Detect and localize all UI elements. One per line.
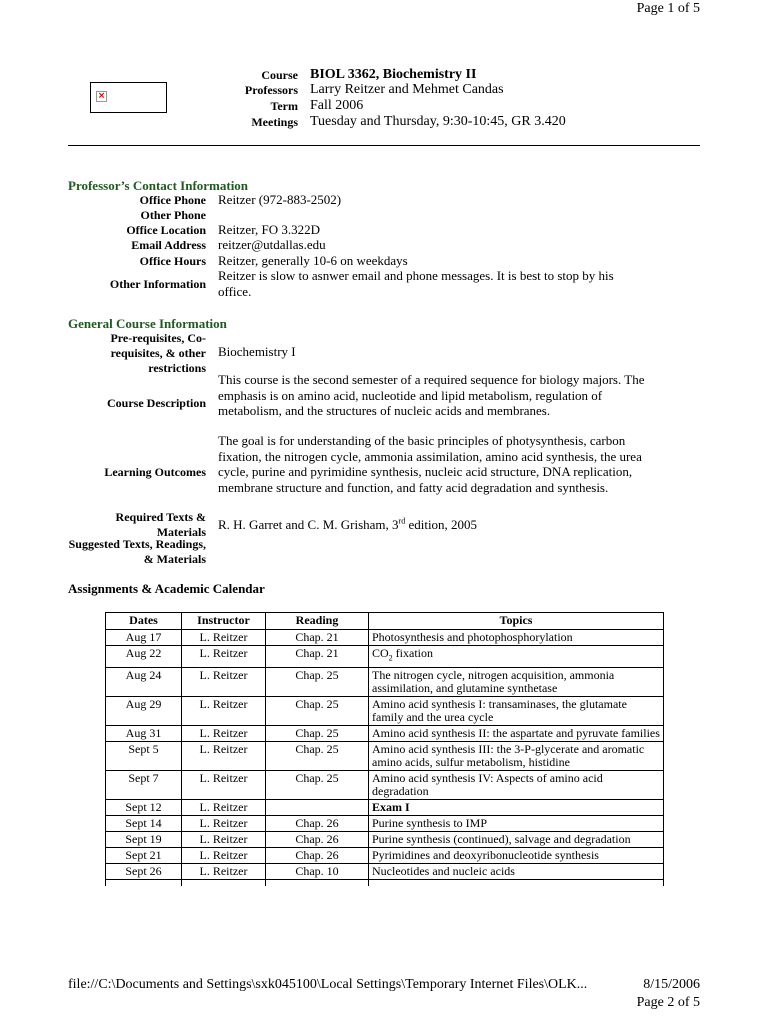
table-row bbox=[106, 800, 664, 816]
topics-header: Topics bbox=[369, 613, 664, 630]
office-hours-label: Office Hours bbox=[139, 254, 206, 268]
row-topic: Amino acid synthesis III: the 3-P-glycerate and aromatic amino acids, sulfur metabolism, histidine bbox=[369, 742, 664, 771]
row-instructor: L. Reitzer bbox=[182, 646, 266, 668]
row-instructor: L. Reitzer bbox=[182, 630, 266, 646]
row-reading: Chap. 21 bbox=[266, 630, 369, 646]
suggested-texts-label: Suggested Texts, Readings, & Materials bbox=[68, 537, 206, 566]
email-address-value: reitzer@utdallas.edu bbox=[218, 237, 326, 252]
row-date: Sept 5 bbox=[106, 742, 182, 771]
footer bbox=[68, 976, 700, 994]
table-row bbox=[106, 668, 664, 697]
row-topic: Purine synthesis (continued), salvage and degradation bbox=[369, 832, 664, 848]
broken-image-icon: × bbox=[97, 91, 106, 101]
table-row bbox=[106, 726, 664, 742]
row-reading: Chap. 25 bbox=[266, 771, 369, 800]
row-date: Sept 12 bbox=[106, 800, 182, 816]
meetings-value: Tuesday and Thursday, 9:30-10:45, GR 3.420 bbox=[310, 114, 566, 129]
footer-file-path: file://C:\Documents and Settings\sxk045100\Local Settings\Temporary Internet Files\OLK... bbox=[68, 977, 588, 992]
row-reading: Chap. 21 bbox=[266, 646, 369, 668]
row-instructor: L. Reitzer bbox=[182, 800, 266, 816]
table-row bbox=[106, 832, 664, 848]
row-instructor: L. Reitzer bbox=[182, 848, 266, 864]
row-topic: Nucleotides and nucleic acids bbox=[369, 864, 664, 880]
row-reading: Chap. 25 bbox=[266, 697, 369, 726]
general-section-title: General Course Information bbox=[68, 316, 227, 331]
row-topic: Amino acid synthesis IV: Aspects of amino acid degradation bbox=[369, 771, 664, 800]
row-topic: Photosynthesis and photophosphorylation bbox=[369, 630, 664, 646]
required-texts-value: R. H. Garret and C. M. Grisham, 3rd edition, 2005 bbox=[218, 516, 478, 532]
prerequisites-label: Pre-requisites, Co-requisites, & other restrictions bbox=[110, 331, 206, 375]
learning-outcomes-value: The goal is for understanding of the basic principles of photysynthesis, carbon fixation, the nitrogen cycle, ammonia assimilation, amino acid synthesis, the urea cycle, purine and pyrimidine synthesis, nucleic acid structure, DNA replication, membrane structure and function, and fatty acid degradation and synthesis. bbox=[218, 433, 642, 495]
header-divider bbox=[68, 145, 700, 146]
table-row bbox=[106, 771, 664, 800]
reading-header: Reading bbox=[266, 613, 369, 630]
term-value: Fall 2006 bbox=[310, 98, 364, 113]
required-texts-label: Required Texts & Materials bbox=[115, 510, 206, 539]
row-topic: Amino acid synthesis I: transaminases, the glutamate family and the urea cycle bbox=[369, 697, 664, 726]
row-date: Sept 21 bbox=[106, 848, 182, 864]
table-row bbox=[106, 646, 664, 668]
other-information-value: Reitzer is slow to asnwer email and phone messages. It is best to stop by his office. bbox=[218, 268, 614, 299]
table-row bbox=[106, 697, 664, 726]
row-topic: Amino acid synthesis II: the aspartate and pyruvate families bbox=[369, 726, 664, 742]
row-date: Sept 7 bbox=[106, 771, 182, 800]
row-reading: Chap. 10 bbox=[266, 864, 369, 880]
table-row bbox=[106, 630, 664, 646]
meetings-label: Meetings bbox=[251, 115, 298, 129]
office-location-value: Reitzer, FO 3.322D bbox=[218, 222, 321, 237]
other-phone-label: Other Phone bbox=[140, 208, 206, 222]
prerequisites-value: Biochemistry I bbox=[218, 344, 296, 359]
table-header-row bbox=[106, 613, 664, 630]
row-topic: Purine synthesis to IMP bbox=[369, 816, 664, 832]
row-instructor: L. Reitzer bbox=[182, 668, 266, 697]
row-date: Sept 19 bbox=[106, 832, 182, 848]
row-reading: Chap. 26 bbox=[266, 816, 369, 832]
row-instructor: L. Reitzer bbox=[182, 816, 266, 832]
row-reading: Chap. 26 bbox=[266, 848, 369, 864]
professors-value: Larry Reitzer and Mehmet Candas bbox=[310, 82, 504, 97]
row-topic: $CO_2$ fixation bbox=[369, 646, 664, 668]
row-instructor: L. Reitzer bbox=[182, 864, 266, 880]
table-row bbox=[106, 848, 664, 864]
contact-section-title: Professor’s Contact Information bbox=[68, 178, 249, 193]
other-information-label: Other Information bbox=[109, 277, 206, 291]
row-topic: Exam I bbox=[369, 800, 664, 816]
office-phone-value: Reitzer (972-883-2502) bbox=[218, 192, 342, 207]
row-date: Aug 31 bbox=[106, 726, 182, 742]
row-reading: Chap. 25 bbox=[266, 668, 369, 697]
row-reading: Chap. 26 bbox=[266, 832, 369, 848]
office-phone-label: Office Phone bbox=[139, 193, 206, 207]
row-topic: Pyrimidines and deoxyribonucleotide synthesis bbox=[369, 848, 664, 864]
learning-outcomes-label: Learning Outcomes bbox=[104, 465, 206, 479]
professors-label: Professors bbox=[244, 83, 298, 97]
table-row bbox=[106, 742, 664, 771]
table-row bbox=[106, 816, 664, 832]
row-instructor: L. Reitzer bbox=[182, 832, 266, 848]
course-value: BIOL 3362, Biochemistry II bbox=[310, 67, 477, 82]
course-description-label: Course Description bbox=[107, 396, 206, 410]
row-date: Sept 14 bbox=[106, 816, 182, 832]
email-address-label: Email Address bbox=[131, 238, 206, 252]
footer-date: 8/15/2006 bbox=[643, 977, 700, 992]
course-description-value: This course is the second semester of a required sequence for biology majors. The emphasis is on amino acid, nucleotide and lipid metabolism, regulation of metabolism, and the structures of nucleic acids and membranes. bbox=[218, 372, 645, 418]
assignments-title: Assignments & Academic Calendar bbox=[68, 581, 265, 596]
row-reading bbox=[266, 800, 369, 816]
instructor-header: Instructor bbox=[182, 613, 266, 630]
row-instructor: L. Reitzer bbox=[182, 771, 266, 800]
row-date: Aug 22 bbox=[106, 646, 182, 668]
row-instructor: L. Reitzer bbox=[182, 726, 266, 742]
broken-logo-image bbox=[90, 82, 167, 113]
row-date: Sept 26 bbox=[106, 864, 182, 880]
row-instructor: L. Reitzer bbox=[182, 697, 266, 726]
page-number-top: Page 1 of 5 bbox=[636, 1, 700, 16]
row-reading: Chap. 25 bbox=[266, 726, 369, 742]
row-date: Aug 29 bbox=[106, 697, 182, 726]
row-topic: The nitrogen cycle, nitrogen acquisition, ammonia assimilation, and glutamine synthetase bbox=[369, 668, 664, 697]
course-label: Course bbox=[261, 68, 298, 82]
office-location-label: Office Location bbox=[126, 223, 206, 237]
page-number-bottom: Page 2 of 5 bbox=[636, 995, 700, 1010]
dates-header: Dates bbox=[106, 613, 182, 630]
row-reading: Chap. 25 bbox=[266, 742, 369, 771]
table-row bbox=[106, 864, 664, 880]
row-date: Aug 17 bbox=[106, 630, 182, 646]
table-row-empty bbox=[106, 880, 664, 886]
row-instructor: L. Reitzer bbox=[182, 742, 266, 771]
row-date: Aug 24 bbox=[106, 668, 182, 697]
term-label: Term bbox=[270, 99, 298, 113]
office-hours-value: Reitzer, generally 10-6 on weekdays bbox=[218, 253, 408, 268]
calendar-table bbox=[105, 612, 664, 886]
